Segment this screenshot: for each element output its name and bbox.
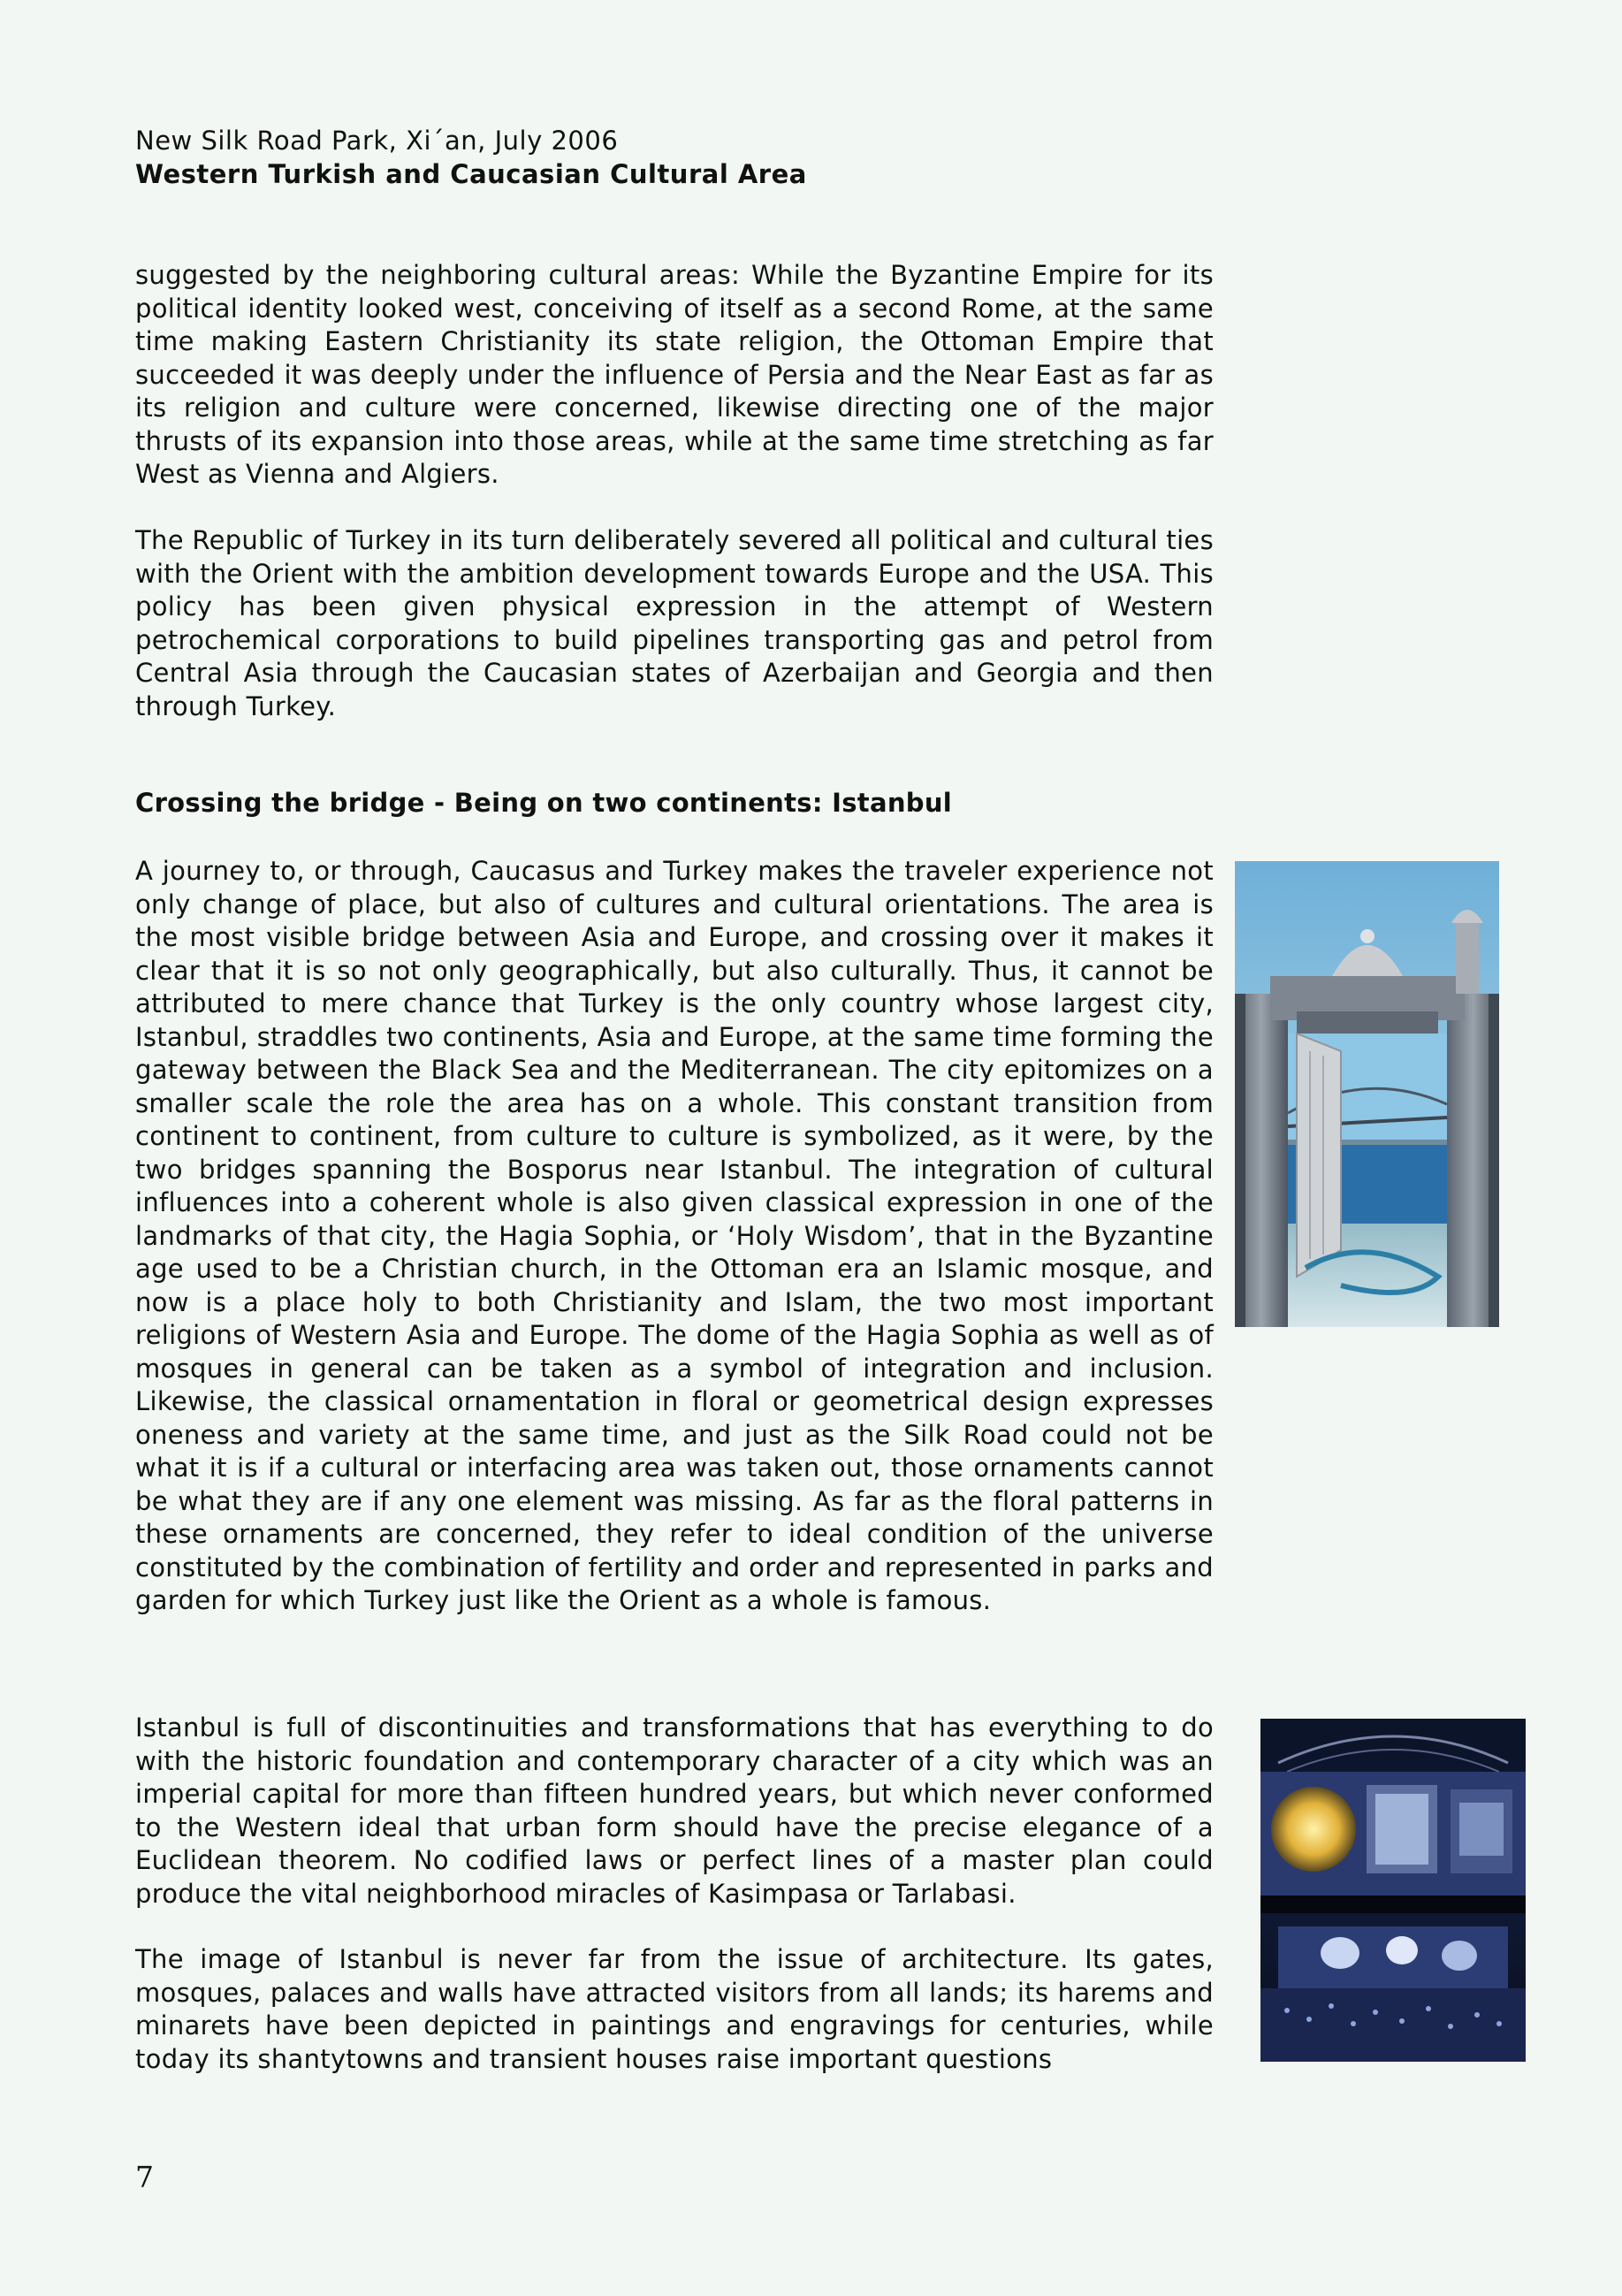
exhibition-hall-illustration	[1260, 1719, 1526, 2062]
exhibition-hall-photo	[1260, 1719, 1526, 2062]
header-area-title: Western Turkish and Caucasian Cultural Area	[135, 159, 807, 189]
paragraph-crossing-bridge: A journey to, or through, Caucasus and Turkey makes the traveler experience not only change of place, but also of cultures and cultural orientations. The area is the most visible bridge between Asia and Europe, and crossing over it makes it clear that it is so not only geographically, but also culturally. Thus, it cannot be attributed to mere chance that Turkey is the only country whose largest city, Istanbul, straddles two continents, Asia and Europe, at the same time forming the gateway between the Black Sea and the Mediterranean. The city epitomizes on a smaller scale the role the area has on a whole. This constant transition from continent to continent, from culture to culture is symbolized, as it were, by the two bridges spanning the Bosporus near Istanbul. The integration of cultural influences into a coherent whole is also given classical expression in one of the landmarks of that city, the Hagia Sophia, or ‘Holy Wisdom’, that in the Byzantine age used to be a Christian church, in the Ottoman era an Islamic mosque, and now is a place holy to both Christianity and Islam, the two most important religions of Western Asia and Europe. The dome of the Hagia Sophia as well as of mosques in general can be taken as a symbol of integration and inclusion. Likewise, the classical ornamentation in floral or geometrical design expresses oneness and variety at the same time, and just as the Silk Road could not be what it is if a cultural or interfacing area was taken out, those ornaments cannot be what they are if any one element was missing. As far as the floral patterns in these ornaments are concerned, they refer to ideal condition of the universe constituted by the combination of fertility and order and represented in parks and garden for which Turkey just like the Orient as a whole is famous.	[135, 856, 1214, 1615]
page-header	[135, 124, 807, 191]
bosporus-gate-illustration	[1235, 861, 1499, 1327]
section-heading: Crossing the bridge - Being on two continents: Istanbul	[135, 788, 953, 818]
paragraph-image-of-istanbul: The image of Istanbul is never far from the issue of architecture. Its gates, mosques, palaces and walls have attracted visitors from all lands; its harems and minarets have been depicted in paintings and engravings for centuries, while today its shantytowns and transient houses raise important questions	[135, 1944, 1214, 2074]
paragraph-republic-of-turkey: The Republic of Turkey in its turn deliberately severed all political and cultural ties with the Orient with the ambition development towards Europe and the USA. This policy has been given physical expression in the attempt of Western petrochemical corporations to build pipelines transporting gas and petrol from Central Asia through the Caucasian states of Azerbaijan and Georgia and then through Turkey.	[135, 525, 1214, 721]
page-number: 7	[135, 2160, 154, 2194]
paragraph-byzantine-ottoman: suggested by the neighboring cultural areas: While the Byzantine Empire for its political identity looked west, conceiving of itself as a second Rome, at the same time making Eastern Christianity its state religion, the Ottoman Empire that succeeded it was deeply under the influence of Persia and the Near East as far as its religion and culture were concerned, likewise directing one of the major thrusts of its expansion into those areas, while at the same time stretching as far West as Vienna and Algiers.	[135, 260, 1214, 489]
paragraph-istanbul-discontinuities: Istanbul is full of discontinuities and transformations that has everything to do with the historic foundation and contemporary character of a city which was an imperial capital for more than fifteen hundred years, but which never conformed to the Western ideal that urban form should have the precise elegance of a Euclidean theorem. No codified laws or perfect lines of a master plan could produce the vital neighborhood miracles of Kasimpasa or Tarlabasi.	[135, 1712, 1214, 1909]
bosporus-gate-photo	[1235, 861, 1499, 1327]
header-project-line: New Silk Road Park, Xi´an, July 2006	[135, 126, 619, 156]
